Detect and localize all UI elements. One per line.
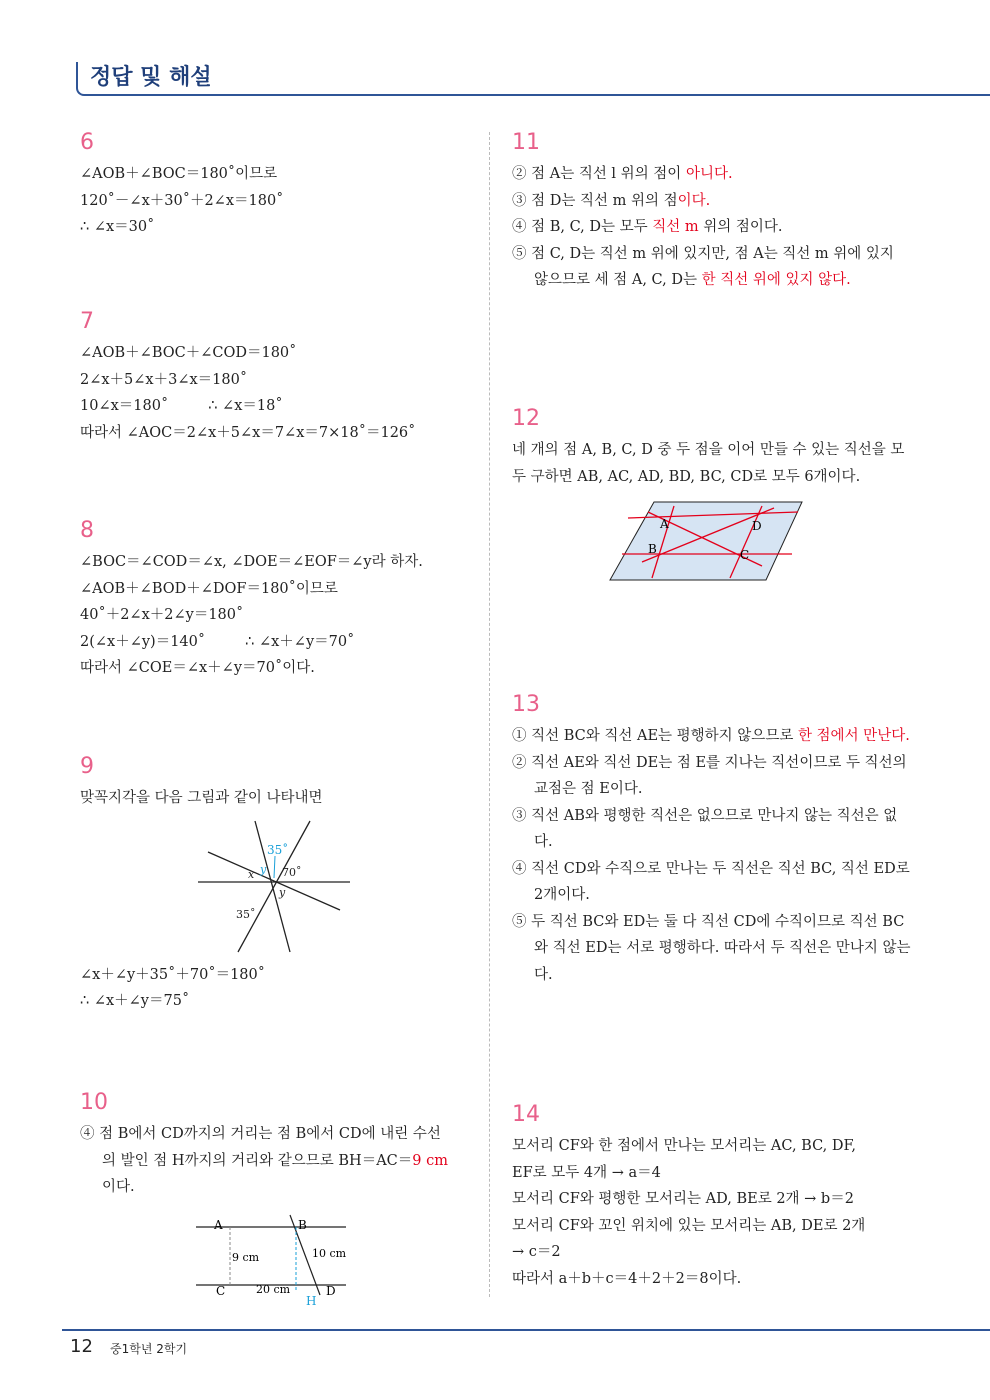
line-4: [208, 852, 340, 910]
angle-label-x: x: [248, 867, 255, 881]
label-9cm: 9 cm: [232, 1250, 260, 1264]
solution-text: 네 개의 점 A, B, C, D 중 두 점을 이어 만들 수 있는 직선을 모두 구하면 AB, AC, AD, BD, BC, CD로 모두 6개이다.: [512, 442, 905, 485]
solution-line: [80, 1148, 480, 1175]
solution-part: 10∠x＝180˚: [80, 398, 169, 414]
solution-line: 40˚＋2∠x＋2∠y＝180˚: [80, 607, 244, 623]
solution-line: 맞꼭지각을 다음 그림과 같이 나타내면: [80, 790, 323, 806]
angle-35-arc: [274, 856, 275, 878]
point-c: C: [216, 1283, 226, 1298]
point-a: A: [214, 1217, 223, 1232]
solution-line: ∴ ∠x＋∠y＝75˚: [80, 993, 190, 1009]
question-11: [512, 130, 912, 294]
choice-4: ④ 직선 CD와 수직으로 만나는 두 직선은 직선 BC, 직선 ED로 2개이다.: [512, 860, 910, 903]
question-number: 6: [80, 130, 94, 155]
question-10: [80, 1090, 480, 1308]
label-10cm: 10 cm: [312, 1246, 347, 1260]
footer-rule: [62, 1329, 990, 1331]
answer-highlight: 아니다.: [685, 166, 733, 182]
page-header: [76, 58, 990, 98]
solution-line: 이다.: [102, 1179, 135, 1195]
point-b: B: [298, 1217, 307, 1232]
solution-line: 따라서 a＋b＋c＝4＋2＋2＝8이다.: [512, 1270, 742, 1287]
solution-line: ∠x＋∠y＋35˚＋70˚＝180˚: [80, 966, 265, 983]
question-14: [512, 1102, 912, 1292]
question-number: 9: [80, 754, 94, 779]
solution-line: → c＝2: [512, 1244, 561, 1260]
distance-figure: [80, 1207, 480, 1308]
question-8: [80, 518, 480, 682]
solution-line: 2∠x＋5∠x＋3∠x＝180˚: [80, 371, 248, 388]
question-number: 11: [512, 130, 540, 155]
question-7: [80, 309, 480, 446]
plane: [610, 502, 802, 580]
question-number: 12: [512, 406, 540, 431]
choice-3: ③ 직선 AB와 평행한 직선은 없으므로 만나지 않는 직선은 없다.: [512, 807, 898, 850]
lines-plane-figure: [512, 496, 912, 586]
solution-line: 따라서 ∠AOC＝2∠x＋5∠x＝7∠x＝7×18˚＝126˚: [80, 424, 416, 441]
point-d: D: [752, 519, 762, 533]
choice-5: ⑤ 두 직선 BC와 ED는 둘 다 직선 CD에 수직이므로 직선 BC와 직선 ED는 서로 평행하다. 따라서 두 직선은 만나지 않는다.: [512, 913, 911, 983]
solution-line: ④ 점 B에서 CD까지의 거리는 점 B에서 CD에 내린 수선: [80, 1126, 441, 1142]
question-13: [512, 692, 912, 988]
choice-3: ③ 점 D는 직선 m 위의 점이다.: [512, 192, 711, 209]
question-12: [512, 406, 912, 586]
angle-label-70: 70˚: [282, 865, 302, 879]
page-label: 중1학년 2학기: [110, 1342, 188, 1356]
label-20cm: 20 cm: [256, 1282, 291, 1296]
solution-part: 의 발인 점 H까지의 거리와 같으므로 BH＝AC＝: [102, 1152, 413, 1169]
page-number: 12: [70, 1336, 93, 1357]
solution-line: EF로 모두 4개 → a＝4: [512, 1164, 661, 1181]
solution-line: [80, 629, 480, 656]
question-9: [80, 754, 480, 1015]
solution-part: 2(∠x＋∠y)＝140˚: [80, 633, 206, 650]
solution-line: 따라서 ∠COE＝∠x＋∠y＝70˚이다.: [80, 660, 315, 676]
solution-line: 모서리 CF와 평행한 모서리는 AD, BE로 2개 → b＝2: [512, 1191, 854, 1207]
solution-part: ∴ ∠x＝18˚: [208, 398, 283, 414]
question-number: 14: [512, 1102, 540, 1127]
solution-line: ∠AOB＋∠BOD＋∠DOF＝180˚이므로: [80, 580, 338, 597]
answer-highlight: 이다.: [677, 192, 711, 209]
answer-highlight: 한 점에서 만난다.: [797, 728, 910, 744]
answer-highlight: 직선 m: [652, 219, 699, 235]
solution-line: 모서리 CF와 한 점에서 만나는 모서리는 AC, BC, DF,: [512, 1138, 856, 1154]
solution-line: [80, 393, 480, 420]
solution-line: 120˚－∠x＋30˚＋2∠x＝180˚: [80, 192, 284, 209]
solution-line: ∠AOB＋∠BOC＋∠COD＝180˚: [80, 345, 297, 361]
question-number: 10: [80, 1090, 108, 1115]
question-number: 8: [80, 518, 94, 543]
choice-1: ① 직선 BC와 직선 AE는 평행하지 않으므로 한 점에서 만난다.: [512, 728, 910, 744]
header-bracket: [76, 62, 88, 96]
solution-line: 모서리 CF와 꼬인 위치에 있는 모서리는 AB, DE로 2개: [512, 1217, 866, 1234]
solution-line: ∠BOC＝∠COD＝∠x, ∠DOE＝∠EOF＝∠y라 하자.: [80, 554, 423, 570]
solution-line: ∠AOB＋∠BOC＝180˚이므로: [80, 166, 278, 182]
point-d: D: [326, 1283, 336, 1298]
choice-2: ② 점 A는 직선 l 위의 점이 아니다.: [512, 166, 733, 182]
choice-2: ② 직선 AE와 직선 DE는 점 E를 지나는 직선이므로 두 직선의 교점은 점 E이다.: [512, 754, 907, 797]
solution-line: ∴ ∠x＝30˚: [80, 219, 155, 235]
question-number: 13: [512, 692, 540, 717]
point-b: B: [648, 542, 657, 556]
line-2: [238, 821, 310, 952]
page-title: 정답 및 해설: [90, 65, 212, 90]
header-rule: [86, 94, 990, 96]
point-c: C: [740, 548, 750, 562]
angle-label-y-top: y: [260, 862, 267, 876]
question-6: [80, 130, 480, 241]
angle-label-y: y: [279, 885, 286, 899]
choice-5: ⑤ 점 C, D는 직선 m 위에 있지만, 점 A는 직선 m 위에 있지 않으므로 세 점 A, C, D는 한 직선 위에 있지 않다.: [512, 245, 894, 288]
question-number: 7: [80, 309, 94, 334]
solution-part: ∴ ∠x＋∠y＝70˚: [245, 633, 355, 650]
angle-label-35-top: 35˚: [267, 842, 289, 857]
point-a: A: [660, 517, 669, 531]
angle-label-35-bottom: 35˚: [236, 907, 256, 921]
vertical-angles-figure: [80, 812, 480, 962]
answer-highlight: 한 직선 위에 있지 않다.: [701, 272, 851, 288]
column-divider: [489, 132, 490, 1297]
answer-highlight: 9 cm: [412, 1152, 448, 1169]
choice-4: ④ 점 B, C, D는 모두 직선 m 위의 점이다.: [512, 219, 783, 235]
point-h: H: [306, 1293, 317, 1308]
